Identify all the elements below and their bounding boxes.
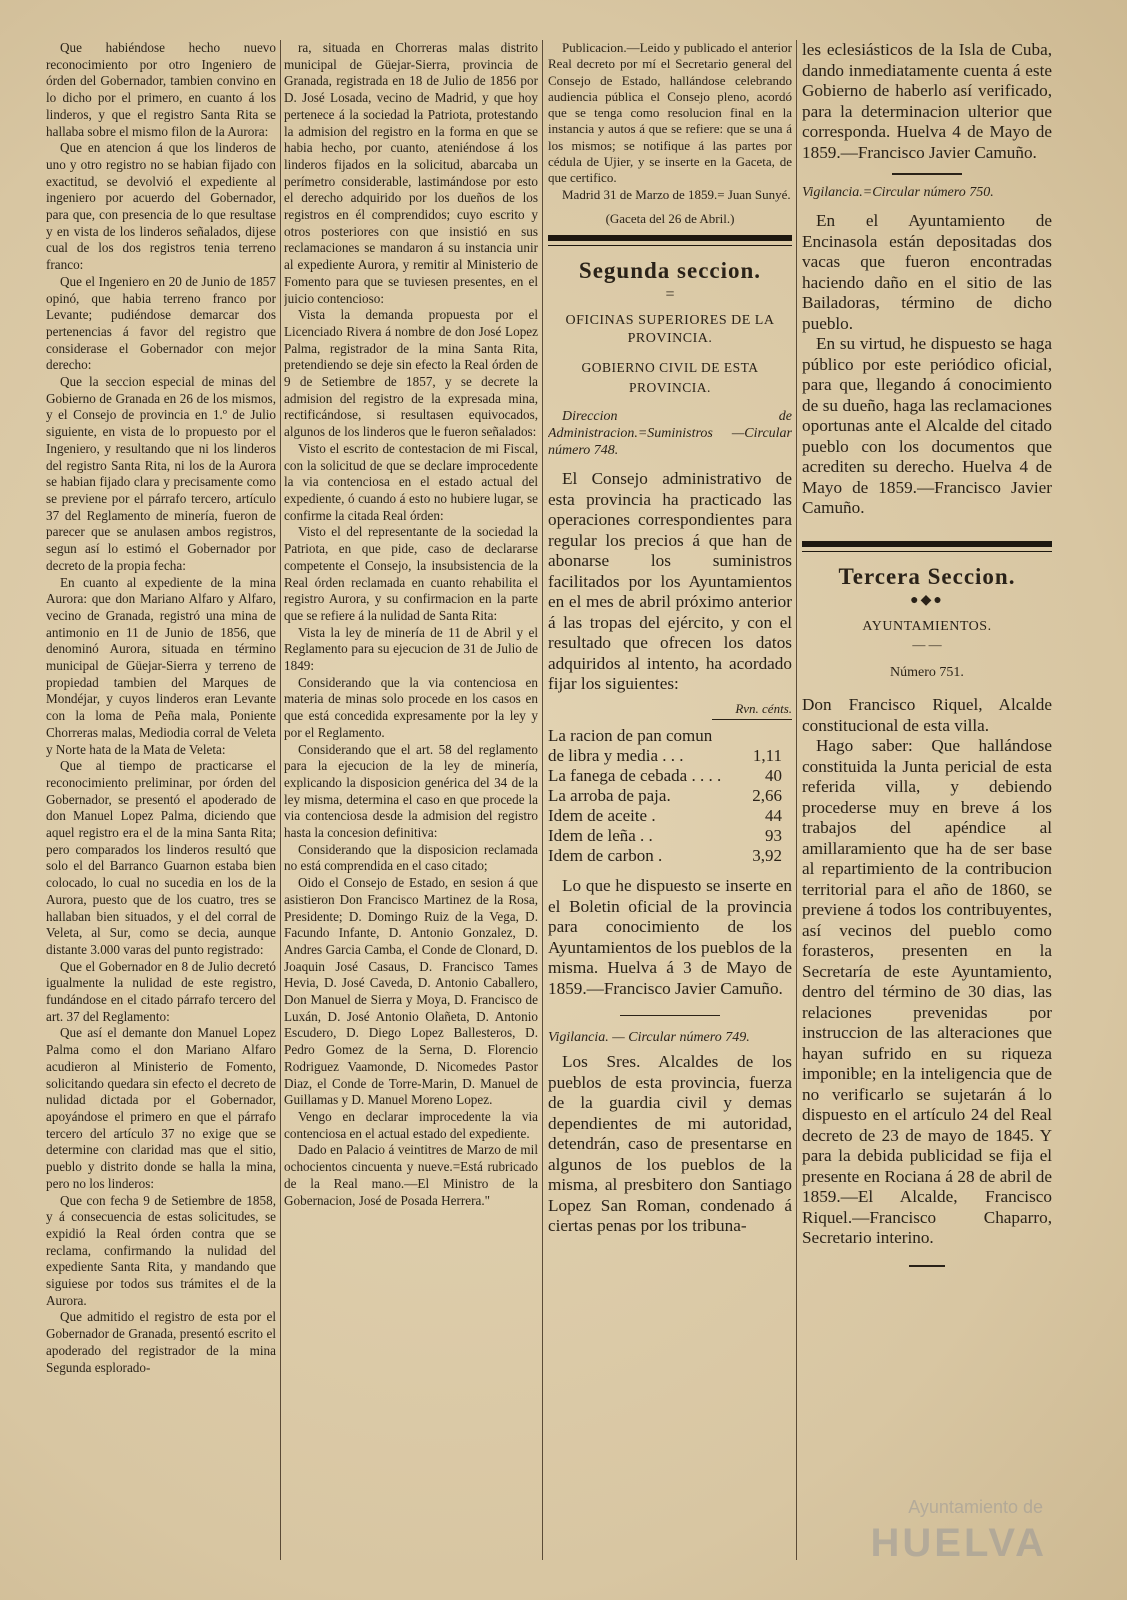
column-3 bbox=[548, 40, 792, 1570]
price-item: La arroba de paja. bbox=[548, 786, 671, 806]
price-item: Idem de leña . . bbox=[548, 826, 653, 846]
watermark-line2: HUELVA bbox=[870, 1521, 1047, 1565]
section-rule-thin bbox=[802, 551, 1052, 552]
price-value: 3,92 bbox=[752, 846, 782, 866]
paragraph: ra, situada en Chorreras malas distrito municipal de Güejar-Sierra, provincia de Granada, registrada en 18 de Julio de 1856 por D. José Losada, vecino de Madrid, y que hoy pertenece á la sociedad la Patriota, protestando la admision del registro en la forma en que se habia hecho, por cuanto, ateniéndose á los linderos fijados en la solicitud, abarcaba un perímetro considerable, lastimándose por esto el derecho adquirido por los dueños de los registros en él comprendidos; cuyo escrito y otros posteriores con que insistió en sus reclamaciones se mandaron á su instancia unir al expediente Aurora, y remitir al Ministerio de Fomento para que se tuviesen presentes, en el juicio contencioso: bbox=[284, 40, 538, 306]
consejo-paragraph: El Consejo administrativo de esta provincia ha practicado las operaciones correspondientes para regular los precios á que han de abonarse los suministros facilitados por los Ayuntamientos en el mes de abril próximo anterior á las tropas del ejército, y con el resultado que ofrecen los datos adquiridos al intento, ha acordado fijar los siguientes: bbox=[548, 469, 792, 694]
paragraph: Que admitido el registro de esta por el Gobernador de Granada, presentó escrito el apoderado del registrador de la mina Segunda esplorado- bbox=[46, 1309, 276, 1375]
price-item: La fanega de cebada . . . . bbox=[548, 766, 722, 786]
paragraph: Vengo en declarar improcedente la via contenciosa en el actual estado del expediente. bbox=[284, 1109, 538, 1141]
continuation-paragraph: les eclesiásticos de la Isla de Cuba, dando inmediatamente cuenta á este Gobierno de haberlo así verificado, para la determinacion ulterior que corresponda. Huelva 4 de Mayo de 1859.—Francisco Javier Camuño. bbox=[802, 40, 1052, 162]
column-divider bbox=[796, 40, 797, 1560]
paragraph: Que al tiempo de practicarse el reconocimiento preliminar, por órden del Gobernador, se presentó el apoderado de don Manuel Lopez Palma, diciendo que aquel registro era el de la mina Santa Rita; pero comparados los linderos resultó que solo el del Barranco Guarnon estaba bien colocado, lo cual no sucedia en los de la Aurora, puesto que de los cuatro, tres se hallaban bien situados, y el del corral de Veleta, al Sur, como se decia, aunque distante 3.000 varas del punto registrado: bbox=[46, 758, 276, 957]
paragraph: Vista la ley de minería de 11 de Abril y el Reglamento para su ejecucion de 31 de Julio de 1849: bbox=[284, 624, 538, 674]
column-2 bbox=[284, 40, 538, 1570]
price-row bbox=[548, 786, 792, 806]
section-title-tercera: Tercera Seccion. bbox=[838, 563, 1016, 589]
paragraph: En cuanto al expediente de la mina Aurora: que don Mariano Alfaro y Alfaro, vecino de Granada, registró una mina de antimonio en 11 de Junio de 1856, que denominó Aurora, situada en término municipal de Güejar-Sierra y terreno de propiedad tambien del Marques de Mondéjar, y cuyos linderos eran Levante con la loma de Peña mala, Poniente Chorreras malas, Mediodia corral de Veleta y Norte hata de la Mata de Veleta: bbox=[46, 574, 276, 757]
column-divider bbox=[542, 40, 543, 1560]
price-header-rule bbox=[712, 719, 792, 720]
dispuesto-paragraph: Lo que he dispuesto se inserte en el Boletin oficial de la provincia para conocimiento de los Ayuntamientos de los pueblos de la misma. Huelva á 3 de Mayo de 1859.—Francisco Javier Camuño. bbox=[548, 876, 792, 998]
column-divider bbox=[280, 40, 281, 1560]
price-item: Idem de carbon . bbox=[548, 846, 663, 866]
paragraph: Que el Gobernador en 8 de Julio decretó igualmente la nulidad de este registro, fundándose en el citado párrafo tercero del art. 37 del Reglamento: bbox=[46, 958, 276, 1024]
price-row bbox=[548, 846, 792, 866]
price-row bbox=[548, 766, 792, 786]
paragraph: Visto el escrito de contestacion de mi Fiscal, con la solicitud de que se declare improcedente la via contenciosa en el estado actual del expediente, ó cuando á esto no hubiere lugar, se confirme la citada Real órden: bbox=[284, 440, 538, 523]
end-rule bbox=[909, 1265, 945, 1267]
paragraph: Vista la demanda propuesta por el Licenciado Rivera á nombre de don José Lopez Palma, registrador de la mina Santa Rita, pretendiendo se deje sin efecto la Real órden de 9 de Setiembre de 1857, y se decrete la admision del registro de la expresada mina, rectificándose, si resultasen equivocados, algunos de los linderos que le fueron señalados: bbox=[284, 307, 538, 440]
price-value: 93 bbox=[765, 826, 782, 846]
separator-rule bbox=[892, 173, 962, 175]
dash-separator: — — bbox=[912, 636, 942, 652]
paragraph: Que en atencion á que los linderos de uno y otro registro no se habian fijado con exactitud, se devolvió el expediente al ingeniero por acuerdo del Gobernador, para que, con presencia de lo que resultase y en vista de los linderos señalados, dijese cual de los dos registros tenia terreno franco: bbox=[46, 140, 276, 273]
gobierno-heading: GOBIERNO CIVIL DE ESTA PROVINCIA. bbox=[581, 360, 759, 396]
price-table bbox=[548, 726, 792, 866]
paragraph: Considerando que el art. 58 del reglamento para la ejecucion de la ley de minería, explicando la disposicion genérica del 34 de la ley misma, determina el caso en que procede la via contenciosa desde la admision del registro hasta la concesion definitiva: bbox=[284, 741, 538, 841]
paragraph: Que el Ingeniero en 20 de Junio de 1857 opinó, que habia terreno franco por Levante; pudiéndose demarcar dos pertenencias á favor del registro que considerase el Gobernador con mejor derecho: bbox=[46, 273, 276, 373]
ornament-icon: ●◆● bbox=[910, 592, 944, 608]
firma-paragraph: Madrid 31 de Marzo de 1859.= Juan Sunyé. bbox=[562, 186, 791, 202]
vigilancia-heading: Vigilancia. — Circular número 749. bbox=[548, 1030, 750, 1046]
hago-paragraph: Hago saber: Que hallándose constituida la Junta pericial de esta referida villa, y debiendo procederse muy en breve á los trabajos del apéndice al amillaramiento que ha de ser base al repartimiento de la contribucion territorial para el año de 1860, se previene á todos los contribuyentes, así vecinos del pueblo como forasteros, presenten en la Secretaría de este Ayuntamiento, dentro del término de 30 dias, las relaciones prevenidas por instruccion de las alteraciones que hayan sufrido en su riqueza imponible; en la inteligencia que de no verificarlo se sujetarán á lo dispuesto en el artículo 24 del Real decreto de 23 de mayo de 1845. Y para la debida publicidad se fija el presente en Rociana á 28 de abril de 1859.—El Alcalde, Francisco Riquel.—Francisco Chaparro, Secretario interino. bbox=[802, 736, 1052, 1248]
watermark-line1: Ayuntamiento de bbox=[908, 1497, 1043, 1517]
paragraph: Considerando que la via contenciosa en materia de minas solo procede en los casos en que está concedida expresamente por la ley y por el Reglamento. bbox=[284, 674, 538, 740]
paragraph: Oido el Consejo de Estado, en sesion á que asistieron Don Francisco Martinez de la Rosa, Presidente; D. Domingo Ruiz de la Vega, D. Facundo Infante, D. Antonio Gonzalez, D. Andres Garcia Camba, el Conde de Clonard, D. Joaquin José Casaus, D. Francisco Tames Hevia, D. José Caveda, D. Antonio Caballero, Don Manuel de Sierra y Moya, D. Francisco de Luxán, D. José Antonio Olañeta, D. Antonio Escudero, D. Diego Lopez Ballesteros, D. Pedro Gomez de la Serna, D. Florencio Rodriguez Vaamonde, D. Nicomedes Pastor Diaz, el Conde de Torre-Marin, D. Manuel de Guillamas y D. Manuel Moreno Lopez. bbox=[284, 875, 538, 1108]
virtud-paragraph: En su virtud, he dispuesto se haga público por este periódico oficial, para que, llegando á conocimiento de su dueño, haga las reclamaciones oportunas ante el Alcalde del citado pueblo con los documentos que acrediten su derecho. Huelva 4 de Mayo de 1859.—Francisco Javier Camuño. bbox=[802, 334, 1052, 518]
section-rule bbox=[802, 541, 1052, 547]
numero-heading: Número 751. bbox=[890, 665, 964, 681]
price-row bbox=[548, 806, 792, 826]
column-1 bbox=[46, 40, 276, 1570]
price-header: Rvn. cénts. bbox=[735, 700, 792, 716]
oficinas-heading: OFICINAS SUPERIORES DE LA PROVINCIA. bbox=[565, 313, 775, 347]
price-item: Idem de aceite . bbox=[548, 806, 656, 826]
alcaldes-paragraph: Los Sres. Alcaldes de los pueblos de esta provincia, fuerza de la guardia civil y demas dependientes de mi autoridad, detendrán, caso de presentarse en algunos de los pueblos de la misma, al presbitero don Santiago Lopez San Roman, condenado á ciertas penas por los tribuna- bbox=[548, 1052, 792, 1236]
section-separator: = bbox=[665, 286, 675, 304]
price-value: 44 bbox=[765, 806, 782, 826]
price-value: 40 bbox=[765, 766, 782, 786]
publicacion-paragraph: Publicacion.—Leido y publicado el anterior Real decreto por mí el Secretario general del Consejo de Estado, hallándose celebrando audiencia pública el Consejo pleno, acordó que se tenga como resolucion final en la instancia y autos á que se refiere: que se una á los mismos; se notifique á las partes por cédula de Ujier, y se inserte en la Gaceta, de que certifico. bbox=[548, 40, 792, 186]
section-rule bbox=[548, 235, 792, 241]
paragraph: Que la seccion especial de minas del Gobierno de Granada en 26 de los mismos, y el Consejo de provincia en 1.º de Julio siguiente, en vista de lo propuesto por el Ingeniero, y resultando que ni los linderos del registro Santa Rita, ni los de la Aurora se habian fijado clara y precisamente como se previene por el párrafo tercero, artículo 37 del Reglamento de minería, fueron de parecer que se anulasen ambos registros, segun así lo estimó el Gobernador por decreto de la propia fecha: bbox=[46, 374, 276, 573]
column-4 bbox=[802, 40, 1052, 1570]
price-value: 2,66 bbox=[752, 786, 782, 806]
paragraph: Visto el del representante de la sociedad la Patriota, en que pide, caso de declararse competente el Consejo, la insubsistencia de la Real órden reclamada en cuanto rehabilita el registro Aurora, y su confirmacion en la parte que se refiere á la nulidad de Santa Rita: bbox=[284, 524, 538, 623]
price-row bbox=[548, 726, 792, 766]
vigilancia-heading-750: Vigilancia.=Circular número 750. bbox=[802, 185, 994, 200]
encinasola-paragraph: En el Ayuntamiento de Encinasola están depositadas dos vacas que fueron encontradas haciendo daño en el sitio de las Bailadoras, término de dicho pueblo. bbox=[802, 211, 1052, 333]
paragraph: Que así el demante don Manuel Lopez Palma como el don Mariano Alfaro acudieron al Ministerio de Fomento, solicitando quedara sin efecto el decreto de nulidad dictada por el Gobernador, apoyándose el primero en que el párrafo tercero del artículo 37 no exige que se determine con claridad mas que el sitio, pueblo y distrito donde se halla la mina, pero no los linderos: bbox=[46, 1025, 276, 1191]
section-title-segunda: Segunda seccion. bbox=[578, 258, 762, 284]
paragraph: Dado en Palacio á veintitres de Marzo de mil ochocientos cincuenta y nueve.=Está rubricado de la Real mano.—El Ministro de la Gobernacion, José de Posada Herrera." bbox=[284, 1142, 538, 1208]
gaceta-note: (Gaceta del 26 de Abril.) bbox=[605, 210, 735, 226]
ayuntamientos-heading: AYUNTAMIENTOS. bbox=[862, 618, 992, 634]
price-value: 1,11 bbox=[752, 746, 782, 766]
paragraph: Que habiéndose hecho nuevo reconocimiento por otro Ingeniero de órden del Gobernador, tambien convino en lo dicho por el primero, en cuanto á los linderos, y que el registro Santa Rita se hallaba sobre el mismo filon de la Aurora: bbox=[46, 40, 276, 139]
don-paragraph: Don Francisco Riquel, Alcalde constitucional de esta villa. bbox=[802, 695, 1052, 735]
section-rule-thin bbox=[548, 245, 792, 246]
separator-rule bbox=[620, 1015, 720, 1016]
price-item: La racion de pan comun de libra y media . . . bbox=[548, 726, 713, 766]
price-row bbox=[548, 826, 792, 846]
paragraph: Que con fecha 9 de Setiembre de 1858, y á consecuencia de estas solicitudes, se expidió la Real órden contra que se reclama, confirmando la nulidad del expediente Santa Rita, y mandando que siguiese por todos sus trámites el de la Aurora. bbox=[46, 1192, 276, 1308]
direccion-heading: Direccion de Administracion.=Suministros —Circular número 748. bbox=[548, 409, 792, 459]
paragraph: Considerando que la disposicion reclamada no está comprendida en el caso citado; bbox=[284, 841, 538, 874]
